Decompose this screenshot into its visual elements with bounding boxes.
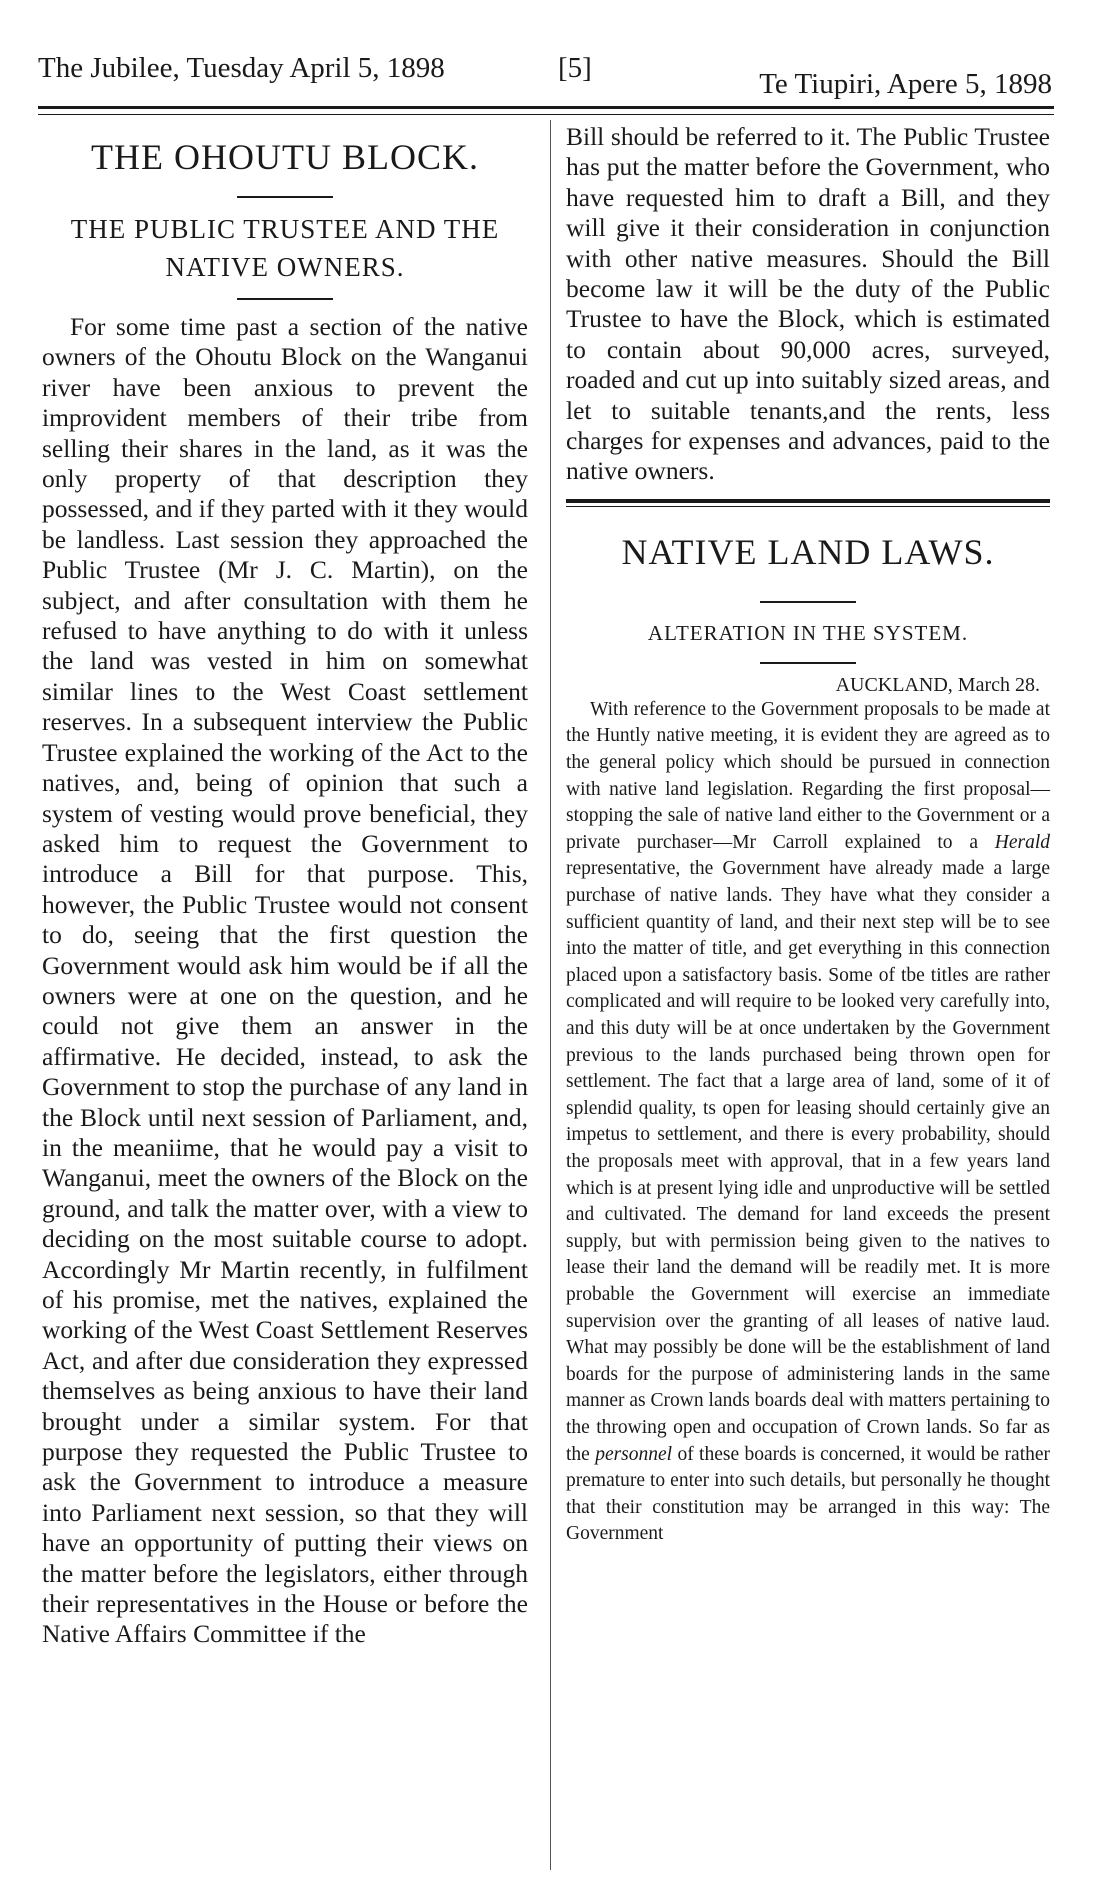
- article2-subtitle-rule: [760, 662, 856, 664]
- header-rule-thick: [38, 106, 1054, 109]
- article2-dateline: AUCKLAND, March 28.: [835, 673, 1040, 696]
- article2-italic-herald: Herald: [994, 831, 1050, 853]
- article2-italic-personnel: personnel: [595, 1443, 673, 1465]
- left-column: [42, 122, 528, 1650]
- article2-body-part3: of these boards is concerned, it would be rather premature to enter into such details, but personally he thought that their constitution may be arranged in this way: The Government: [566, 1443, 1051, 1545]
- subtitle-rule: [237, 298, 333, 300]
- header-rule-thin: [38, 114, 1054, 115]
- page-number: [5]: [558, 52, 592, 84]
- article1-subtitle: THE PUBLIC TRUSTEE AND THE NATIVE OWNERS.: [70, 214, 500, 282]
- article1-body-left: For some time past a section of the native owners of the Ohoutu Block on the Wanganui river have been anxious to prevent the improvident members of their tribe from selling their shares in the land, as it was the only property of that description they possessed, and if they parted with it they would be landless. Last session they approached the Public Trustee (Mr J. C. Martin), on the subject, and after consultation with them he refused to have anything to do with it unless the land was vested in him on somewhat similar lines to the West Coast settlement reserves. In a subsequent interview the Public Trustee explained the working of the Act to the natives, and, being of opinion that such a system of vesting would prove beneficial, they asked him to request the Government to introduce a Bill for that purpose. This, however, the Public Trustee would not consent to do, seeing that the first question the Government would ask him would be if all the owners were at one on the question, and he could not give them an answer in the affirmative. He decided, instead, to ask the Government to stop the purchase of any land in the Block until next session of Parliament, and, in the meaniime, that he would pay a visit to Wanganui, meet the owners of the Block on the ground, and talk the matter over, with a view to deciding on the most suitable course to adopt. Accordingly Mr Martin recently, in fulfilment of his promise, met the natives, explained the working of the West Coast Settlement Reserves Act, and after due consideration they expressed themselves as being anxious to have their land brought under a similar system. For that purpose they requested the Public Trustee to ask the Government to introduce a measure into Parliament next session, so that they will have an opportunity of putting their views on the matter before the legislators, either through their representatives in the House or before the Native Affairs Committee if the: [42, 312, 528, 1649]
- title-rule: [237, 196, 333, 198]
- article2-body: [566, 697, 1050, 1548]
- page-header: [38, 52, 1052, 100]
- article2-body-part1: With reference to the Government proposals to be made at the Huntly native meeting, it is evident they are agreed as to the general policy which should be pursued in connection with native land legislation. Regarding the first proposal—stopping the sale of native land either to the Government or a private purchaser—Mr Carroll explained to a: [566, 698, 1050, 853]
- article2-title: NATIVE LAND LAWS.: [621, 531, 995, 572]
- column-divider: [550, 120, 551, 1870]
- article2-title-rule: [760, 601, 856, 603]
- article-separator-thick: [566, 499, 1050, 503]
- article2-subtitle: ALTERATION IN THE SYSTEM.: [647, 620, 969, 645]
- right-column: [566, 122, 1050, 1548]
- header-right: Te Tiupiri, Apere 5, 1898: [759, 68, 1052, 100]
- article1-body-right: Bill should be referred to it. The Public Trustee has put the matter before the Government, who have requested him to draft a Bill, and they will give it their consideration in conjunction with other native measures. Should the Bill become law it will be the duty of the Public Trustee to have the Block, which is estimated to contain about 90,000 acres, surveyed, roaded and cut up into suitably sized areas, and let to suitable tenants,and the rents, less charges for expenses and advances, paid to the native owners.: [566, 122, 1050, 486]
- article1-title: THE OHOUTU BLOCK.: [91, 137, 479, 177]
- article2-body-part2: representative, the Government have already made a large purchase of native lands. They have what they consider a sufficient quantity of land, and their next step will be to see into the matter of title, and get everything in this connection placed upon a satisfactory basis. Some of tbe titles are rather complicated and will require to be looked very carefully into, and this duty will be at once undertaken by the Government previous to the lands purchased being thrown open for settlement. The fact that a large area of land, some of it of splendid quality, ts open for leasing should certainly give an impetus to settlement, and there is every probability, should the proposals meet with approval, that in a few years land which is at present lying idle and unproductive will be settled and cultivated. The demand for land exceeds the present supply, but with permission being given to the natives to lease their land the demand will be readily met. It is more probable the Government will exercise an immediate supervision over the granting of all leases of native laud. What may possibly be done will be the establishment of land boards for the purpose of administering lands in the same manner as Crown lands boards deal with matters pertaining to the throwing open and occupation of Crown lands. So far as the: [566, 858, 1050, 1465]
- article-separator-thin: [566, 506, 1050, 507]
- header-left: The Jubilee, Tuesday April 5, 1898: [38, 52, 445, 84]
